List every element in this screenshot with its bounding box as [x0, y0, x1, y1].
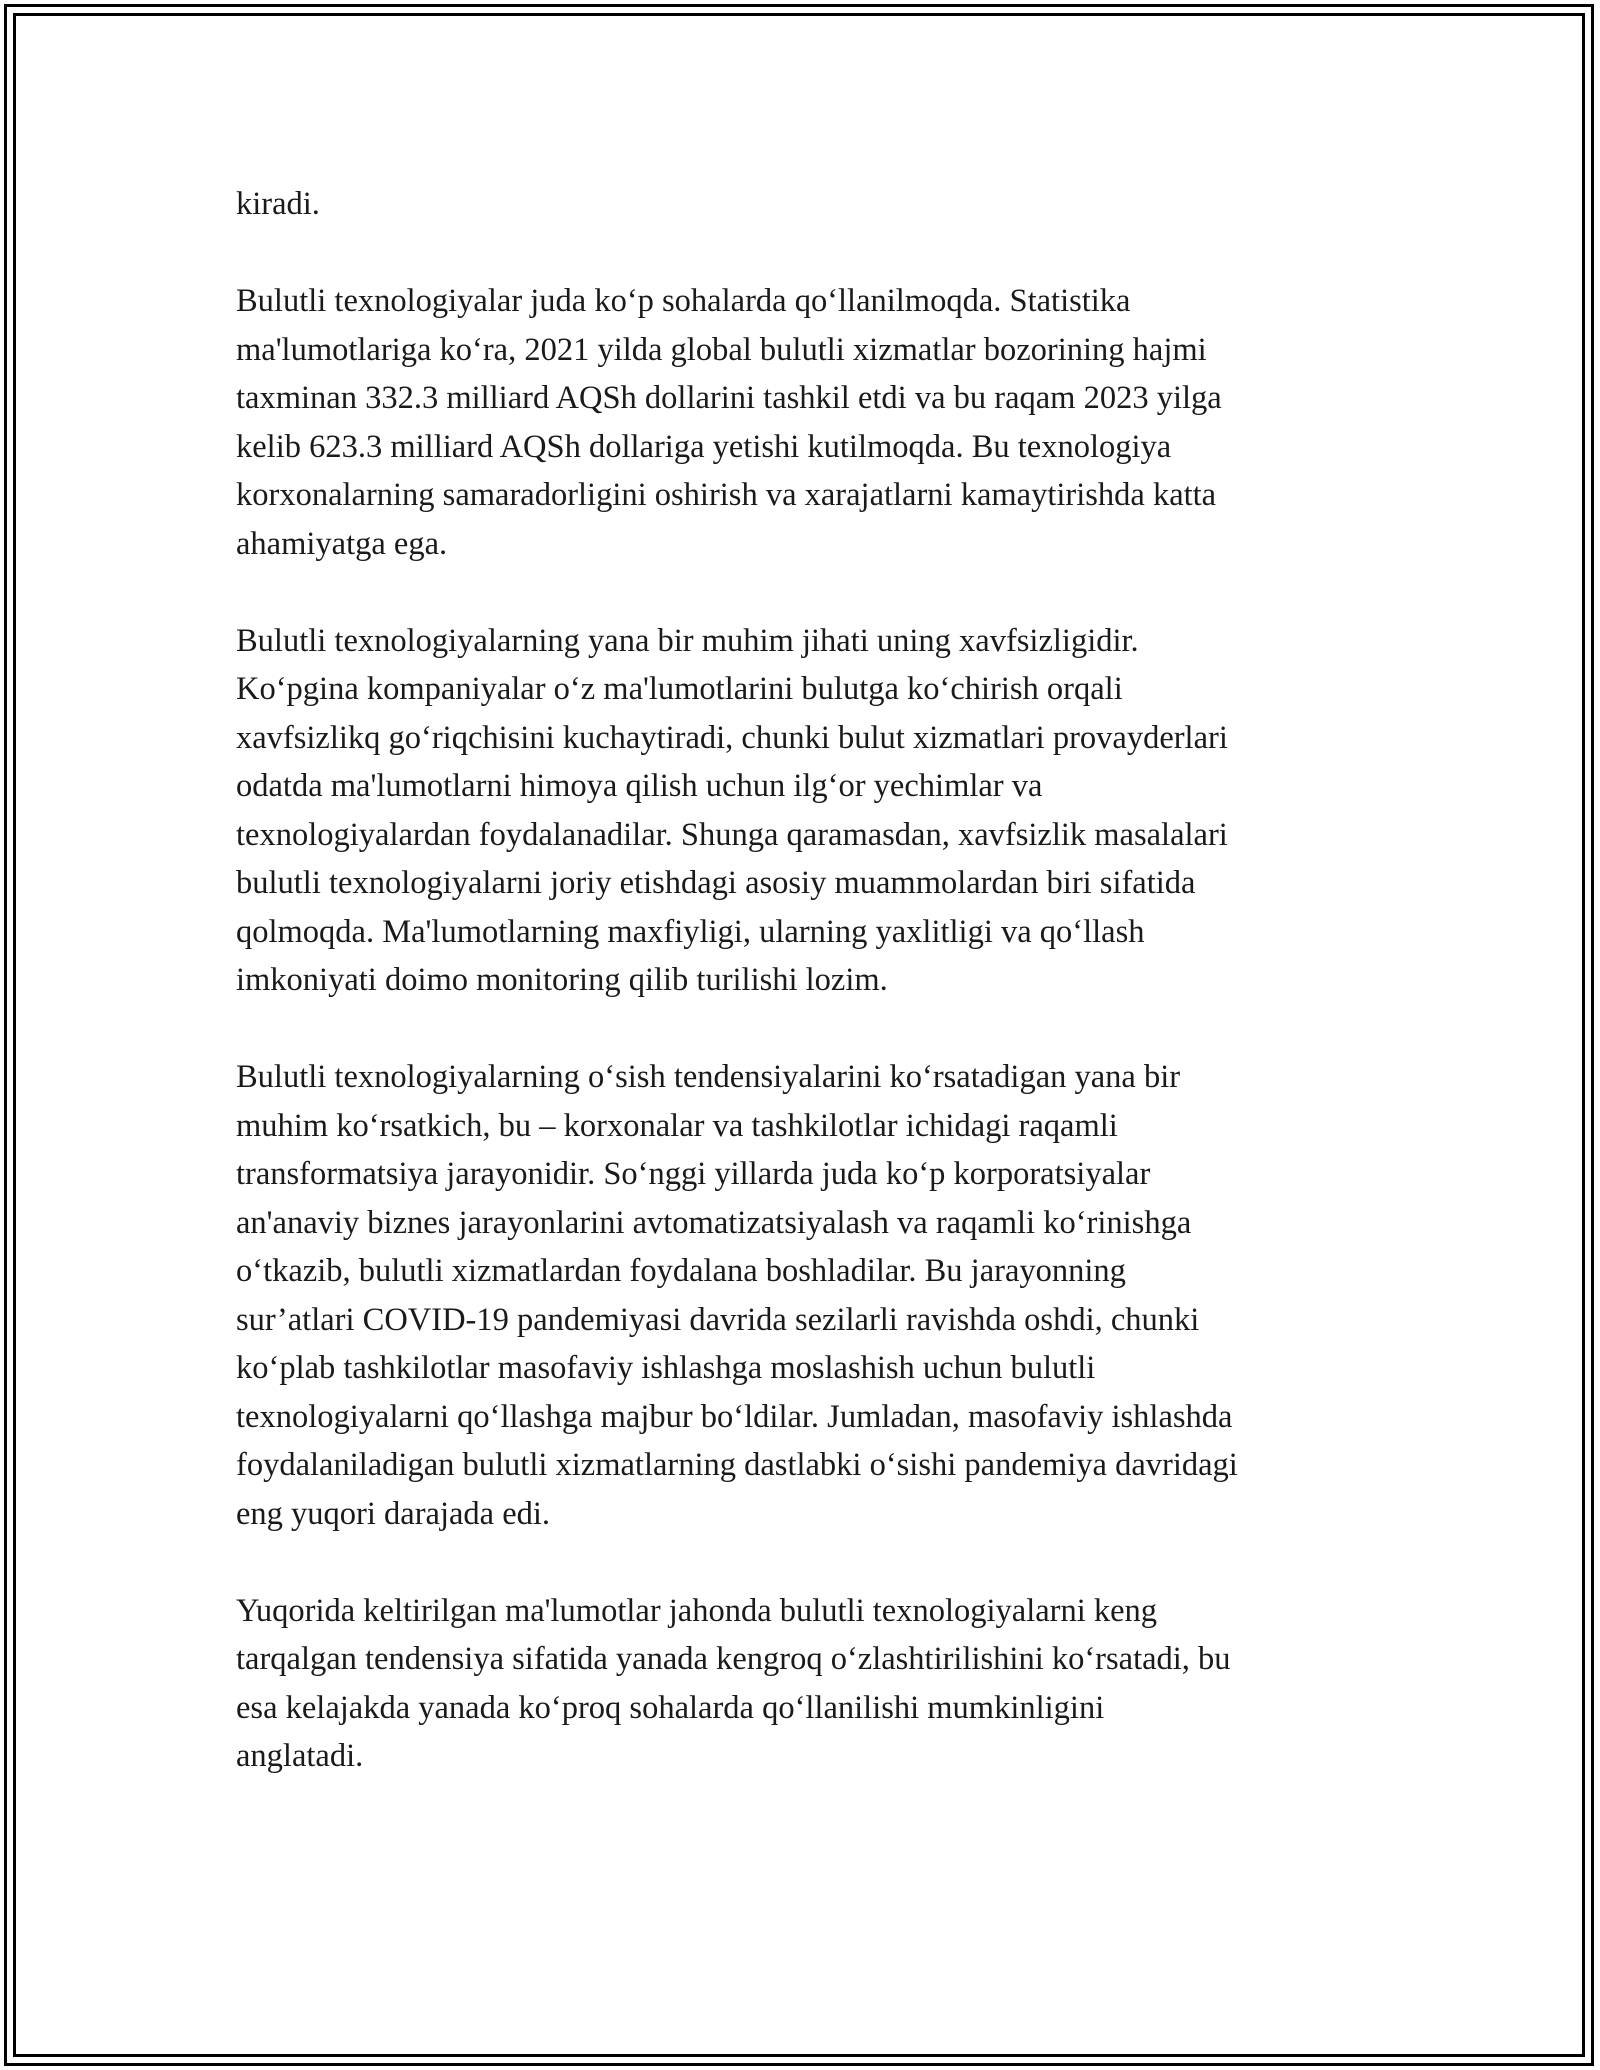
text-line: qolmoqda. Ma'lumotlarning maxfiyligi, ularning yaxlitligi va qo‘llash: [236, 913, 1145, 950]
text-line: an'anaviy biznes jarayonlarini avtomatizatsiyalash va raqamli ko‘rinishga: [236, 1204, 1192, 1241]
text-line: anglatadi.: [236, 1738, 364, 1774]
paragraph: [236, 617, 1376, 1005]
text-line: xavfsizlikq go‘riqchisini kuchaytiradi, chunki bulut xizmatlari provayderlari: [236, 719, 1228, 756]
text-line: Yuqorida keltirilgan ma'lumotlar jahonda bulutli texnologiyalarni keng: [236, 1592, 1158, 1629]
text-line: ko‘plab tashkilotlar masofaviy ishlashga moslashish uchun bulutli: [236, 1350, 1096, 1386]
text-line: bulutli texnologiyalarni joriy etishdagi asosiy muammolardan biri sifatida: [236, 865, 1196, 901]
document-body: [236, 180, 1376, 1829]
text-line: sur’atlari COVID-19 pandemiyasi davrida sezilarli ravishda oshdi, chunki: [236, 1301, 1200, 1338]
text-line: ma'lumotlariga ko‘ra, 2021 yilda global bulutli xizmatlar bozorining hajmi: [236, 331, 1207, 368]
text-line: tarqalgan tendensiya sifatida yanada kengroq o‘zlashtirilishini ko‘rsatadi, bu: [236, 1641, 1231, 1677]
text-line: odatda ma'lumotlarni himoya qilish uchun ilg‘or yechimlar va: [236, 768, 1043, 804]
text-line: korxonalarning samaradorligini oshirish va xarajatlarni kamaytirishda katta: [236, 477, 1217, 513]
paragraph: [236, 180, 1376, 229]
text-line: eng yuqori darajada edi.: [236, 1495, 551, 1532]
text-line: esa kelajakda yanada ko‘proq sohalarda qo‘llanilishi mumkinligini: [236, 1689, 1105, 1726]
text-line: kiradi.: [236, 186, 320, 222]
text-line: foydalaniladigan bulutli xizmatlarning dastlabki o‘sishi pandemiya davridagi: [236, 1447, 1238, 1483]
text-line: Bulutli texnologiyalarning o‘sish tendensiyalarini ko‘rsatadigan yana bir: [236, 1059, 1181, 1095]
text-line: imkoniyati doimo monitoring qilib turilishi lozim.: [236, 962, 888, 998]
text-line: Bulutli texnologiyalar juda ko‘p sohalarda qo‘llanilmoqda. Statistika: [236, 283, 1131, 319]
text-line: Ko‘pgina kompaniyalar o‘z ma'lumotlarini bulutga ko‘chirish orqali: [236, 671, 1123, 707]
paragraph: [236, 1587, 1376, 1781]
text-line: o‘tkazib, bulutli xizmatlardan foydalana boshladilar. Bu jarayonning: [236, 1253, 1126, 1289]
text-line: kelib 623.3 milliard AQSh dollariga yetishi kutilmoqda. Bu texnologiya: [236, 428, 1172, 465]
text-line: Bulutli texnologiyalarning yana bir muhim jihati uning xavfsizligidir.: [236, 622, 1139, 659]
text-line: muhim ko‘rsatkich, bu – korxonalar va tashkilotlar ichidagi raqamli: [236, 1107, 1118, 1144]
paragraph: [236, 277, 1376, 568]
text-line: transformatsiya jarayonidir. So‘nggi yillarda juda ko‘p korporatsiyalar: [236, 1156, 1151, 1192]
text-line: texnologiyalarni qo‘llashga majbur bo‘ldilar. Jumladan, masofaviy ishlashda: [236, 1398, 1233, 1435]
text-line: ahamiyatga ega.: [236, 525, 448, 562]
text-line: taxminan 332.3 milliard AQSh dollarini tashkil etdi va bu raqam 2023 yilga: [236, 380, 1222, 416]
paragraph: [236, 1053, 1376, 1538]
text-line: texnologiyalardan foydalanadilar. Shunga qaramasdan, xavfsizlik masalalari: [236, 816, 1228, 853]
